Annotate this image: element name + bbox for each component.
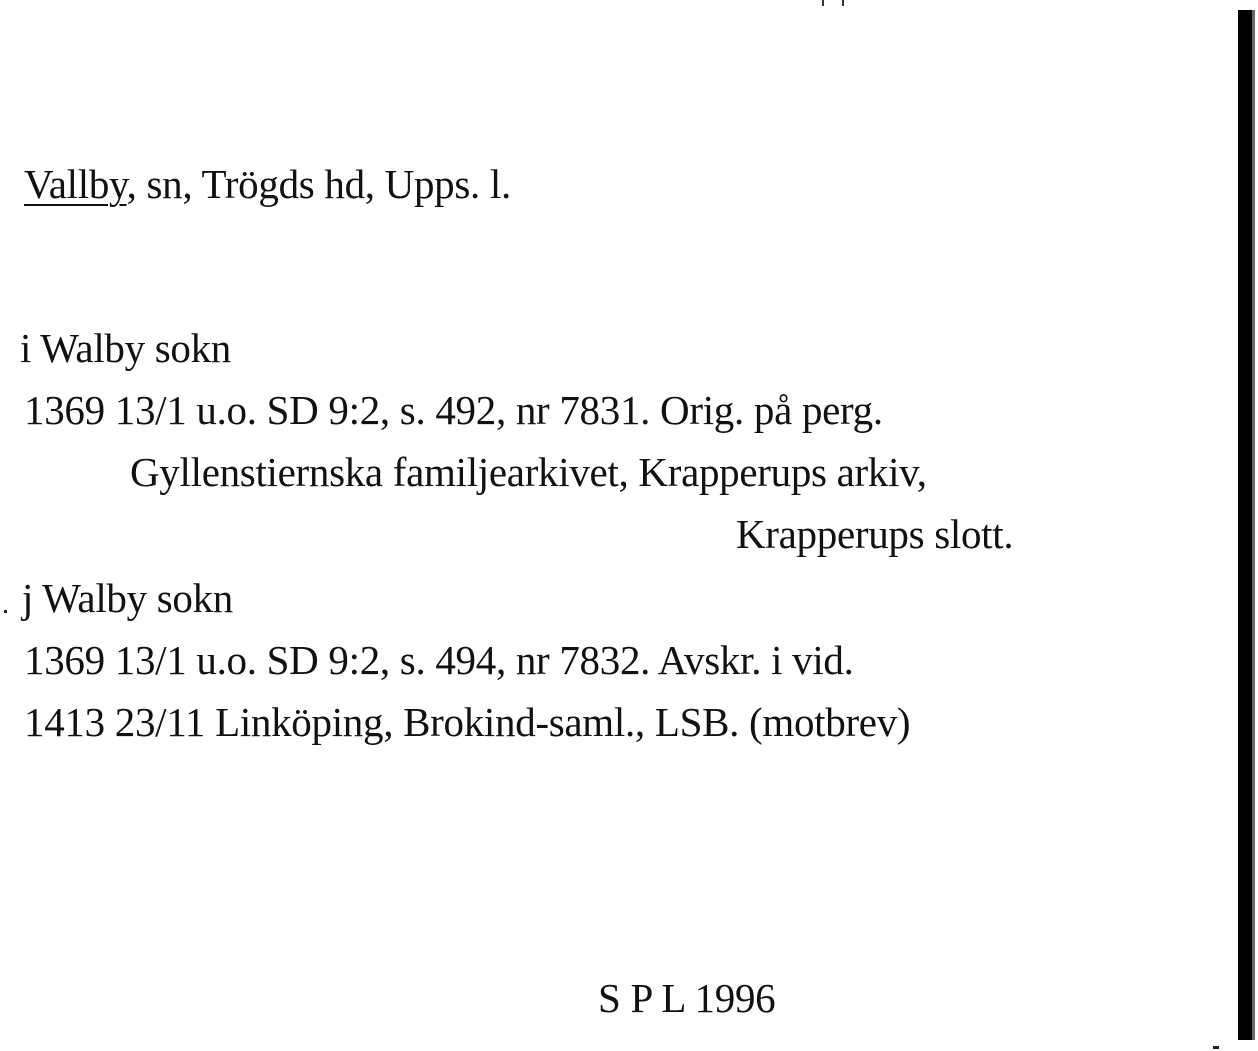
entry-citation-1-archive: Gyllenstiernska familjearkivet, Krapperups arkiv, <box>130 449 927 495</box>
scan-speck <box>1213 1046 1219 1049</box>
entry-form-1: i Walby sokn <box>20 325 232 371</box>
entry-form-2: j Walby sokn <box>22 575 234 621</box>
entry-citation-1: 1369 13/1 u.o. SD 9:2, s. 492, nr 7831. Orig. på perg. <box>24 387 883 433</box>
scan-mark <box>822 0 844 6</box>
place-name: Vallby <box>24 161 127 207</box>
signature: S P L 1996 <box>598 975 776 1021</box>
scan-edge-shadow <box>1252 10 1255 1040</box>
entry-citation-1-location: Krapperups slott. <box>736 511 1014 557</box>
entry-citation-3: 1413 23/11 Linköping, Brokind-saml., LSB. (motbrev) <box>24 699 911 745</box>
scan-edge-border <box>1238 10 1252 1040</box>
card-heading <box>24 160 511 208</box>
place-description: , sn, Trögds hd, Upps. l. <box>126 161 511 207</box>
entry-citation-2: 1369 13/1 u.o. SD 9:2, s. 494, nr 7832. Avskr. i vid. <box>24 637 854 683</box>
scan-speck <box>4 610 7 613</box>
